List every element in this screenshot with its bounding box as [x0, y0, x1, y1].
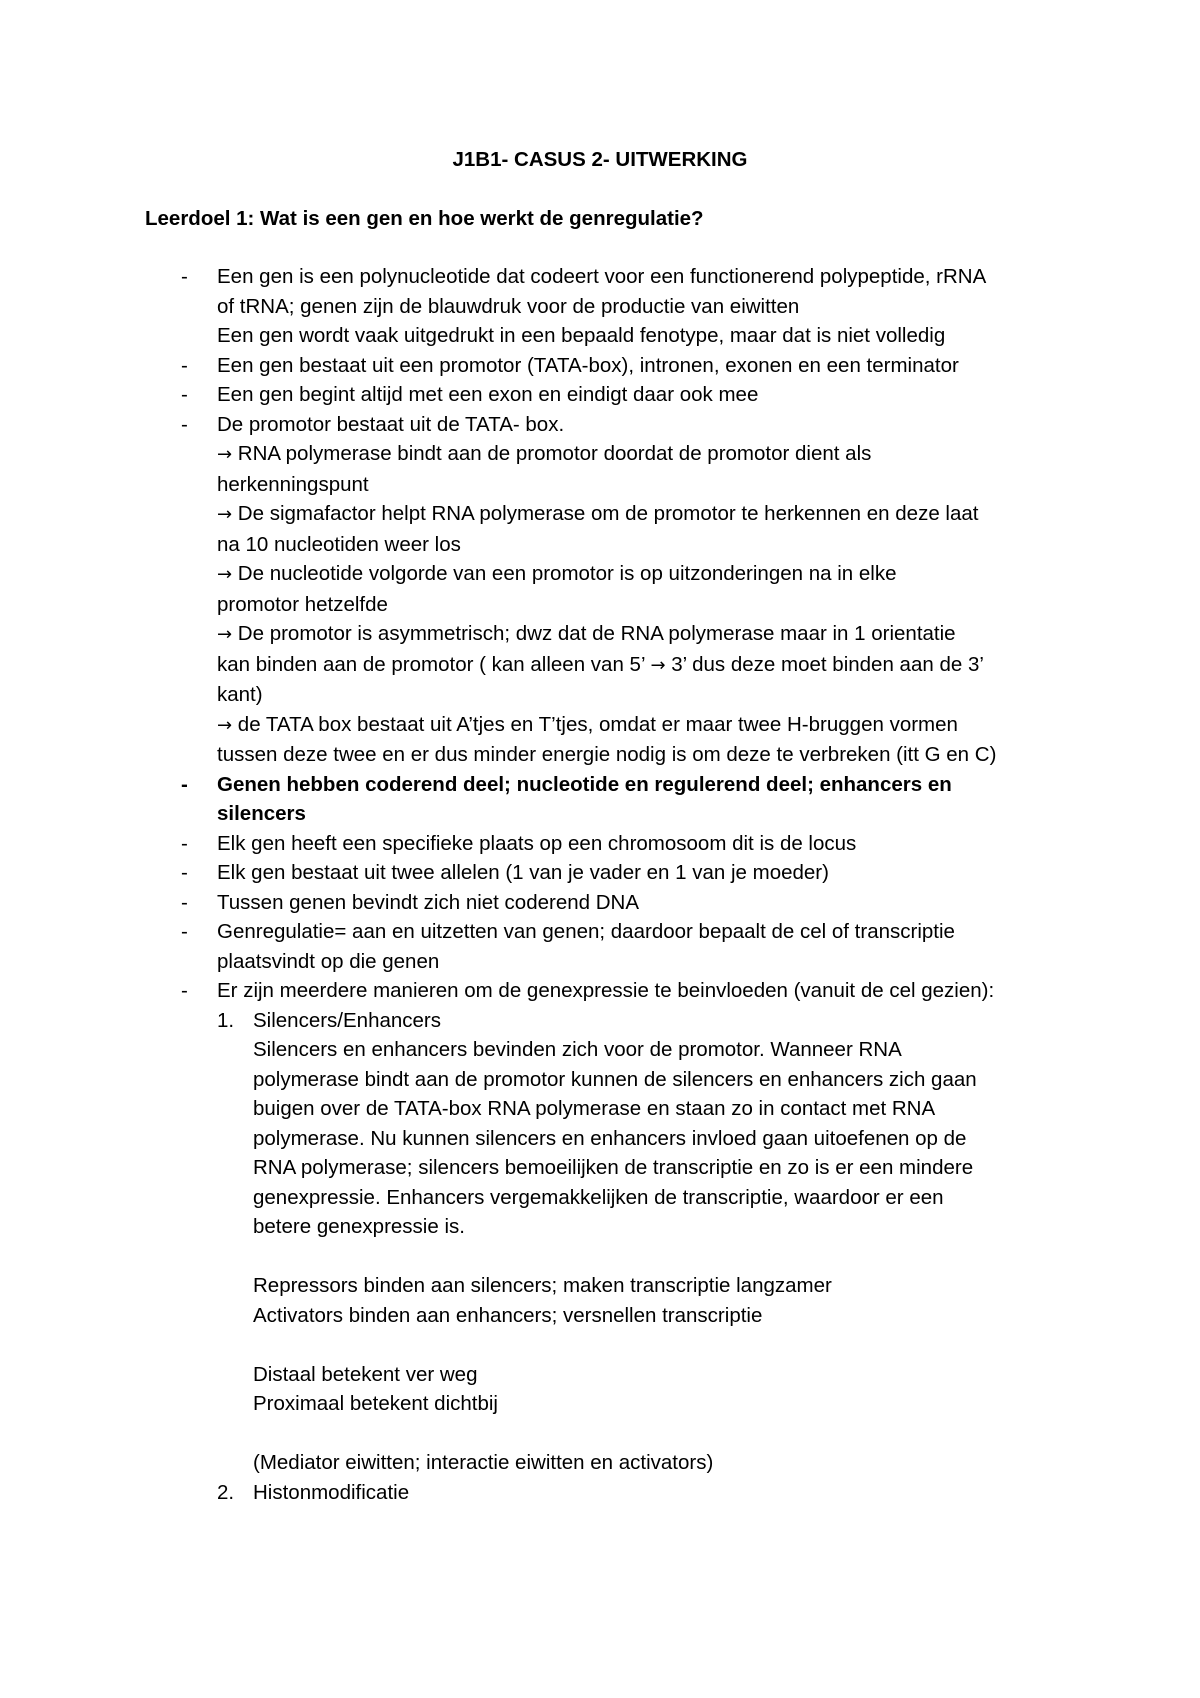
bullet-text-line: kan binden aan de promotor ( kan alleen van 5’ → 3’ dus deze moet binden aan de 3’ [217, 652, 984, 676]
bullet-text-line: herkenningspunt [217, 472, 369, 496]
numbered-text-line [253, 1330, 1090, 1360]
bullet-dash: - [181, 353, 188, 377]
bullet-item [145, 917, 1090, 976]
numbered-item [217, 1006, 1090, 1478]
bullet-dash: - [181, 265, 188, 288]
numbered-text-line [253, 1242, 1090, 1272]
bullet-item [145, 976, 1090, 1006]
bullet-text-line: na 10 nucleotiden weer los [217, 532, 461, 556]
bullet-text-line: Een gen bestaat uit een promotor (TATA-box), intronen, exonen en een terminator [217, 353, 959, 377]
numbered-text-line [253, 1419, 1090, 1449]
bullet-text-line: → De sigmafactor helpt RNA polymerase om de promotor te herkennen en deze laat [217, 502, 979, 525]
bullet-text-line: → de TATA box bestaat uit A’tjes en T’tjes, omdat er maar twee H-bruggen vormen [217, 712, 958, 736]
bullet-text-line: Een gen is een polynucleotide dat codeert voor een functionerend polypeptide, rRNA [217, 265, 987, 288]
numbered-text-line: polymerase. Nu kunnen silencers en enhancers invloed gaan uitoefenen op de [253, 1126, 967, 1150]
bullet-item [145, 380, 1090, 410]
bullet-text-line: Elk gen heeft een specifieke plaats op een chromosoom dit is de locus [217, 831, 857, 855]
arrow-right-icon: → [217, 714, 233, 736]
document-title: J1B1- CASUS 2- UITWERKING [452, 148, 748, 171]
arrow-right-icon: → [217, 624, 233, 645]
numbered-text-line: betere genexpressie is. [253, 1215, 465, 1238]
document-body [145, 262, 1090, 1507]
bullet-text-line: plaatsvindt op die genen [217, 949, 440, 973]
bullet-dash: - [181, 920, 188, 943]
bullet-dash: - [181, 890, 188, 914]
bullet-dash: - [181, 383, 188, 406]
numbered-list-wrapper [145, 1006, 1090, 1508]
numbered-text-line: (Mediator eiwitten; interactie eiwitten en activators) [253, 1451, 714, 1474]
bullet-dash: - [181, 831, 188, 855]
arrow-right-icon: → [217, 564, 233, 585]
arrow-right-icon: → [650, 654, 666, 676]
bullet-item [145, 829, 1090, 859]
bullet-text-line: Tussen genen bevindt zich niet coderend DNA [217, 890, 640, 914]
bullet-dash: - [181, 861, 188, 884]
bullet-item [145, 410, 1090, 770]
bullet-text-line: kant) [217, 683, 263, 706]
numbered-text-line: Histonmodificatie [253, 1480, 410, 1504]
bullet-text-line: Een gen begint altijd met een exon en eindigt daar ook mee [217, 383, 759, 406]
numbered-text-line: RNA polymerase; silencers bemoeilijken de transcriptie en zo is er een mindere [253, 1156, 974, 1179]
learning-goal-heading: Leerdoel 1: Wat is een gen en hoe werkt de genregulatie? [145, 207, 704, 230]
bullet-dash: - [181, 412, 188, 436]
bullet-text-line: tussen deze twee en er dus minder energie nodig is om deze te verbreken (itt G en C) [217, 743, 997, 766]
item-number: 1. [217, 1008, 235, 1032]
bullet-text-line: Genregulatie= aan en uitzetten van genen; daardoor bepaalt de cel of transcriptie [217, 920, 955, 943]
bullet-dash: - [181, 979, 188, 1002]
bullet-text-line: of tRNA; genen zijn de blauwdruk voor de productie van eiwitten [217, 294, 800, 318]
bullet-text-line: → De promotor is asymmetrisch; dwz dat de RNA polymerase maar in 1 orientatie [217, 622, 956, 645]
bullet-text-line: Een gen wordt vaak uitgedrukt in een bepaald fenotype, maar dat is niet volledig [217, 324, 946, 347]
numbered-text-line: Distaal betekent ver weg [253, 1362, 478, 1386]
bullet-text-line: De promotor bestaat uit de TATA- box. [217, 412, 565, 436]
numbered-text-line: Activators binden aan enhancers; versnellen transcriptie [253, 1303, 763, 1327]
bullet-item [145, 888, 1090, 918]
bullet-text-line: Genen hebben coderend deel; nucleotide en regulerend deel; enhancers en [217, 772, 952, 796]
numbered-text-line: Proximaal betekent dichtbij [253, 1392, 498, 1415]
numbered-text-line: Silencers/Enhancers [253, 1008, 442, 1032]
bullet-list [145, 262, 1090, 1006]
bullet-dash: - [181, 772, 188, 796]
numbered-text-line: polymerase bindt aan de promotor kunnen de silencers en enhancers zich gaan [253, 1067, 977, 1091]
bullet-item [145, 770, 1090, 829]
bullet-item [145, 262, 1090, 351]
bullet-text-line: promotor hetzelfde [217, 592, 388, 616]
bullet-item [145, 858, 1090, 888]
bullet-text-line: → RNA polymerase bindt aan de promotor doordat de promotor dient als [217, 442, 872, 465]
bullet-text-line: silencers [217, 802, 306, 825]
bullet-text-line: Elk gen bestaat uit twee allelen (1 van je vader en 1 van je moeder) [217, 861, 829, 884]
bullet-item [145, 351, 1090, 381]
arrow-right-icon: → [217, 444, 233, 465]
bullet-text-line: → De nucleotide volgorde van een promotor is op uitzonderingen na in elke [217, 562, 897, 585]
bullet-text-line: Er zijn meerdere manieren om de genexpressie te beinvloeden (vanuit de cel gezien): [217, 979, 995, 1002]
numbered-text-line: Silencers en enhancers bevinden zich voor de promotor. Wanneer RNA [253, 1038, 902, 1061]
numbered-text-line: buigen over de TATA-box RNA polymerase en staan zo in contact met RNA [253, 1097, 936, 1120]
numbered-text-line: Repressors binden aan silencers; maken transcriptie langzamer [253, 1274, 832, 1297]
item-number: 2. [217, 1480, 235, 1504]
numbered-text-line: genexpressie. Enhancers vergemakkelijken de transcriptie, waardoor er een [253, 1185, 944, 1209]
numbered-item [217, 1478, 1090, 1508]
arrow-right-icon: → [217, 504, 233, 525]
